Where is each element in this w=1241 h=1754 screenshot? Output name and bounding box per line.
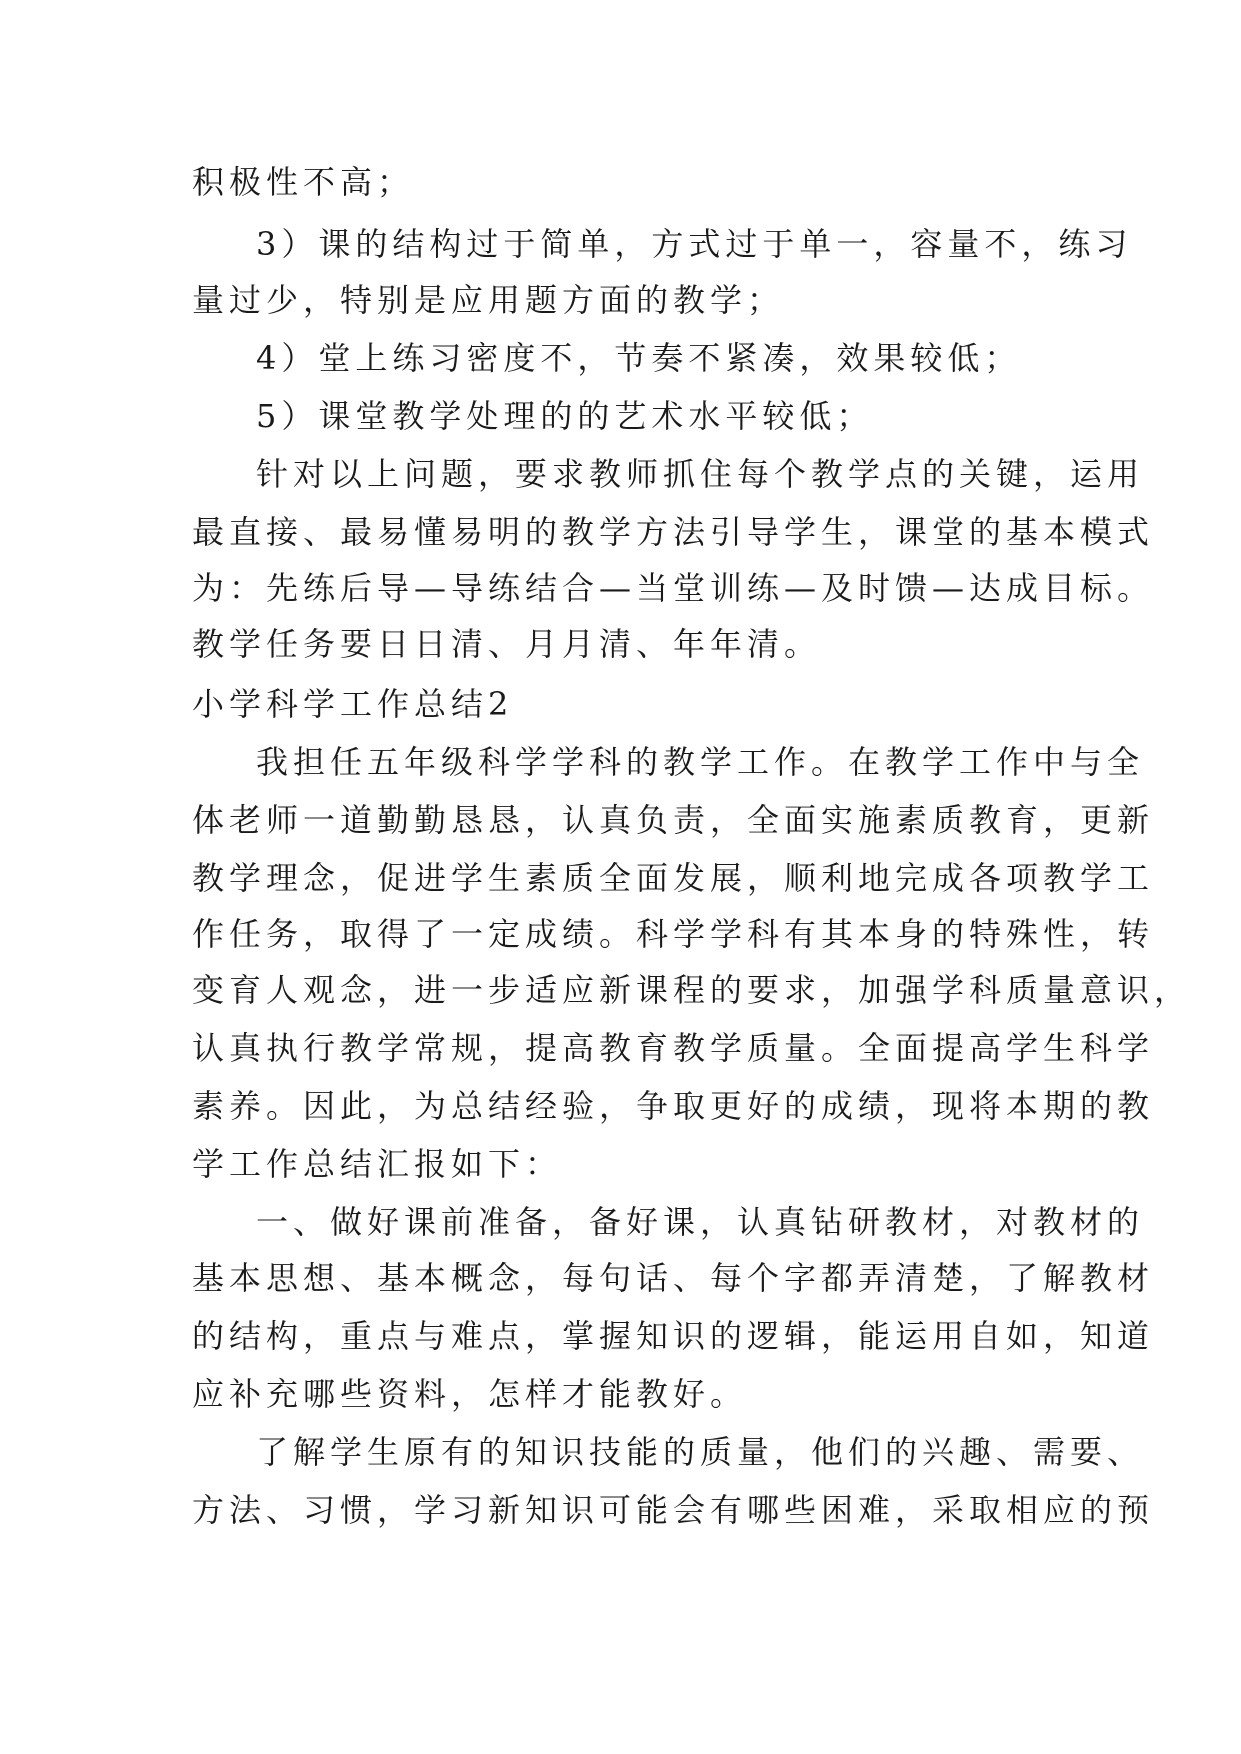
text-line: 应补充哪些资料，怎样才能教好。 [192,1375,748,1413]
list-item-3: 3）课的结构过于简单，方式过于单一，容量不，练习 [256,225,1133,263]
text-line: 方法、习惯，学习新知识可能会有哪些困难，采取相应的预 [192,1491,1155,1529]
text-line: 学工作总结汇报如下： [192,1145,563,1183]
paragraph-start: 了解学生原有的知识技能的质量，他们的兴趣、需要、 [256,1433,1145,1471]
text-line: 积极性不高； [192,163,415,201]
section-heading: 小学科学工作总结2 [192,685,514,723]
paragraph-start: 我担任五年级科学学科的教学工作。在教学工作中与全 [256,743,1145,781]
list-item-5: 5）课堂教学处理的的艺术水平较低； [256,397,874,435]
text-line: 素养。因此，为总结经验，争取更好的成绩，现将本期的教 [192,1087,1155,1125]
text-line: 的结构，重点与难点，掌握知识的逻辑，能运用自如，知道 [192,1317,1155,1355]
text-line: 量过少，特别是应用题方面的教学； [192,281,785,319]
text-line: 作任务，取得了一定成绩。科学学科有其本身的特殊性，转 [192,915,1155,953]
text-line: 教学理念，促进学生素质全面发展，顺利地完成各项教学工 [192,859,1155,897]
text-line: 变育人观念，进一步适应新课程的要求，加强学科质量意识， [192,971,1192,1009]
list-item-4: 4）堂上练习密度不，节奏不紧凑，效果较低； [256,339,1022,377]
paragraph-start: 针对以上问题，要求教师抓住每个教学点的关键，运用 [256,455,1145,493]
text-line: 为：先练后导—导练结合—当堂训练—及时馈—达成目标。 [192,569,1155,607]
paragraph-start: 一、做好课前准备，备好课，认真钻研教材，对教材的 [256,1203,1145,1241]
text-line: 体老师一道勤勤恳恳，认真负责，全面实施素质教育，更新 [192,801,1155,839]
text-line: 基本思想、基本概念，每句话、每个字都弄清楚，了解教材 [192,1259,1155,1297]
text-line: 最直接、最易懂易明的教学方法引导学生，课堂的基本模式 [192,513,1155,551]
text-line: 教学任务要日日清、月月清、年年清。 [192,625,822,663]
text-line: 认真执行教学常规，提高教育教学质量。全面提高学生科学 [192,1029,1155,1067]
